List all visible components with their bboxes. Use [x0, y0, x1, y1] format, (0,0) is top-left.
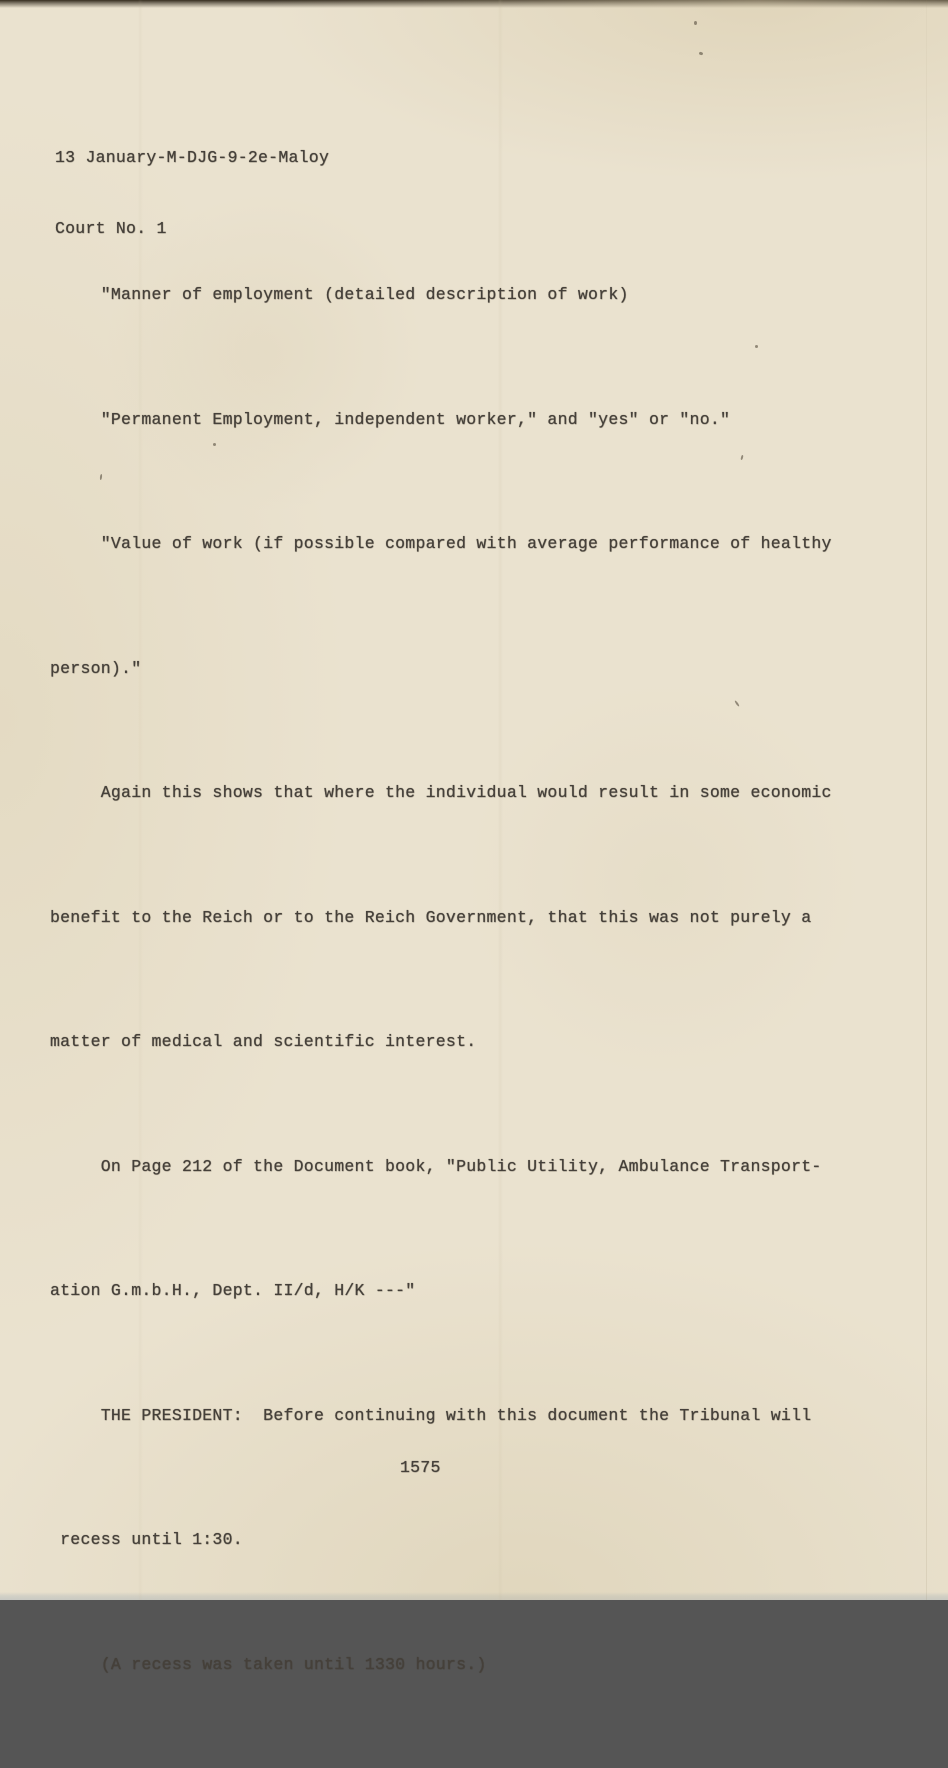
transcript-line: person)."	[50, 658, 142, 678]
transcript-line: "Value of work (if possible compared with average performance of healthy	[50, 534, 832, 553]
paper-speck	[213, 443, 216, 446]
header-court-line: Court No. 1	[55, 218, 167, 238]
paper-fold-line	[926, 0, 927, 1600]
page-number: 1575	[400, 1458, 441, 1477]
transcript-line: THE PRESIDENT: Before continuing with this document the Tribunal will	[50, 1405, 812, 1425]
transcript-line: recess until 1:30.	[50, 1530, 243, 1549]
transcript-line: ation G.m.b.H., Dept. II/d, H/K ---"	[50, 1281, 416, 1300]
transcript-line: "Permanent Employment, independent worker," and "yes" or "no."	[50, 409, 731, 429]
transcript-body	[50, 191, 832, 1768]
paper-speck	[755, 345, 758, 348]
transcript-line: On Page 212 of the Document book, "Public Utility, Ambulance Transport-	[50, 1156, 822, 1176]
transcript-line: benefit to the Reich or to the Reich Government, that this was not purely a	[50, 907, 812, 927]
paper-speck	[699, 51, 704, 55]
header-dictation-line: 13 January-M-DJG-9-2e-Maloy	[55, 148, 330, 167]
transcript-line: (A recess was taken until 1330 hours.)	[50, 1654, 487, 1674]
paper-speck	[694, 21, 697, 25]
transcript-line: "Manner of employment (detailed description of work)	[50, 285, 629, 304]
transcript-line: Again this shows that where the individual would result in some economic	[50, 783, 832, 802]
transcript-line: matter of medical and scientific interest.	[50, 1032, 477, 1051]
